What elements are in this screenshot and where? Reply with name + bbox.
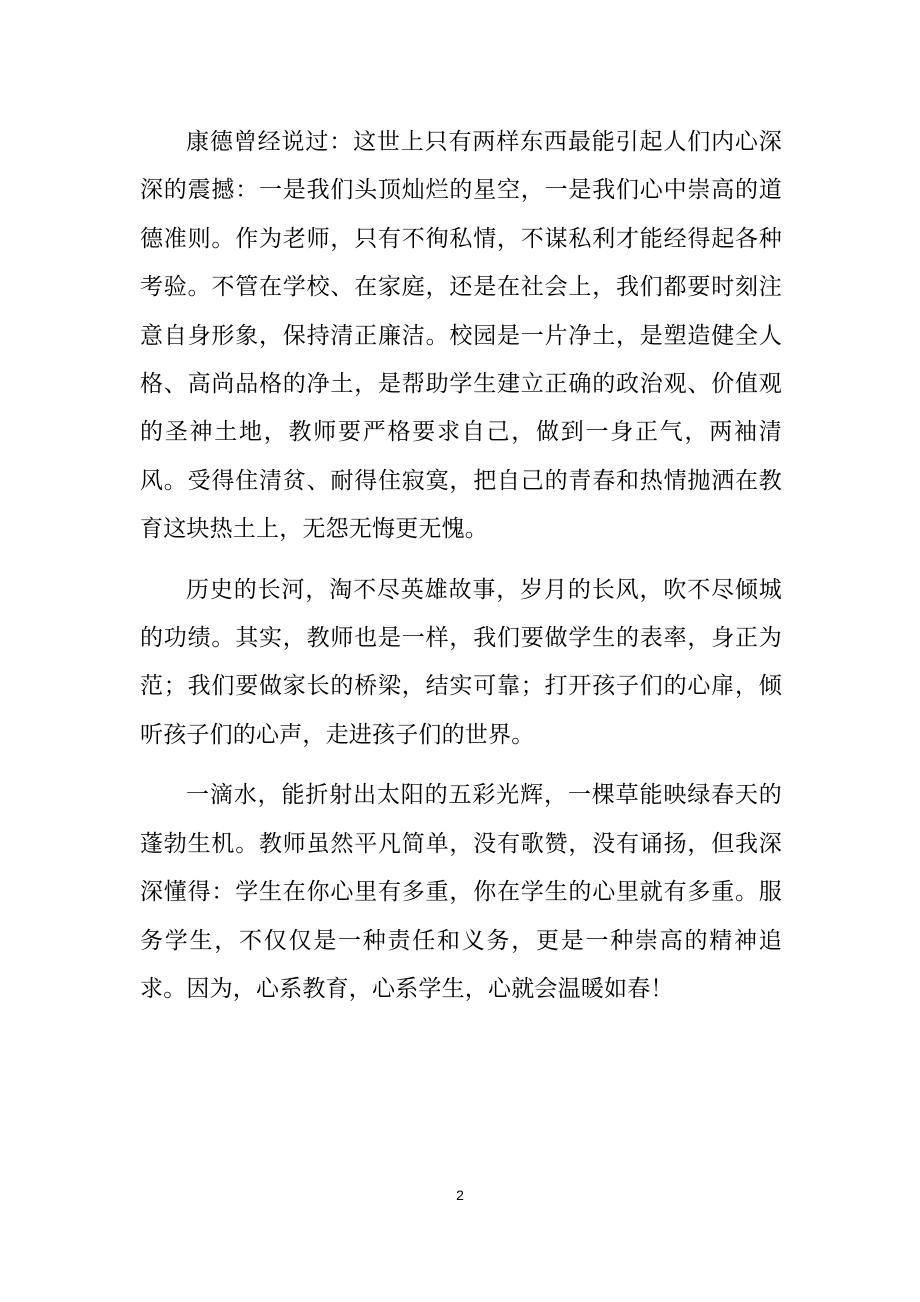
paragraph-history: 历史的长河，淘不尽英雄故事，岁月的长风，吹不尽倾城的功绩。其实，教师也是一样，我们要做学生的表率，身正为范；我们要做家长的桥梁，结实可靠；打开孩子们的心扉，倾听孩子们的心声，走进孩子们的世界。 bbox=[140, 576, 782, 748]
paragraph-kant-quote: 康德曾经说过：这世上只有两样东西最能引起人们内心深深的震撼：一是我们头顶灿烂的星空，一是我们心中崇高的道德准则。作为老师，只有不徇私情，不谋私利才能经得起各种考验。不管在学校、在家庭，还是在社会上，我们都要时刻注意自身形象，保持清正廉洁。校园是一片净土，是塑造健全人格、高尚品格的净土，是帮助学生建立正确的政治观、价值观的圣神土地，教师要严格要求自己，做到一身正气，两袖清风。受得住清贫、耐得住寂寞，把自己的青春和热情抛洒在教育这块热土上，无怨无悔更无愧。 bbox=[140, 129, 782, 543]
paragraph-water-drop: 一滴水，能折射出太阳的五彩光辉，一棵草能映绿春天的蓬勃生机。教师虽然平凡简单，没有歌赞，没有诵扬，但我深深懂得：学生在你心里有多重，你在学生的心里就有多重。服务学生，不仅仅是一种责任和义务，更是一种崇高的精神追求。因为，心系教育，心系学生，心就会温暖如春！ bbox=[140, 782, 782, 1002]
document-body bbox=[140, 118, 782, 1013]
page-number: 2 bbox=[456, 1187, 464, 1203]
